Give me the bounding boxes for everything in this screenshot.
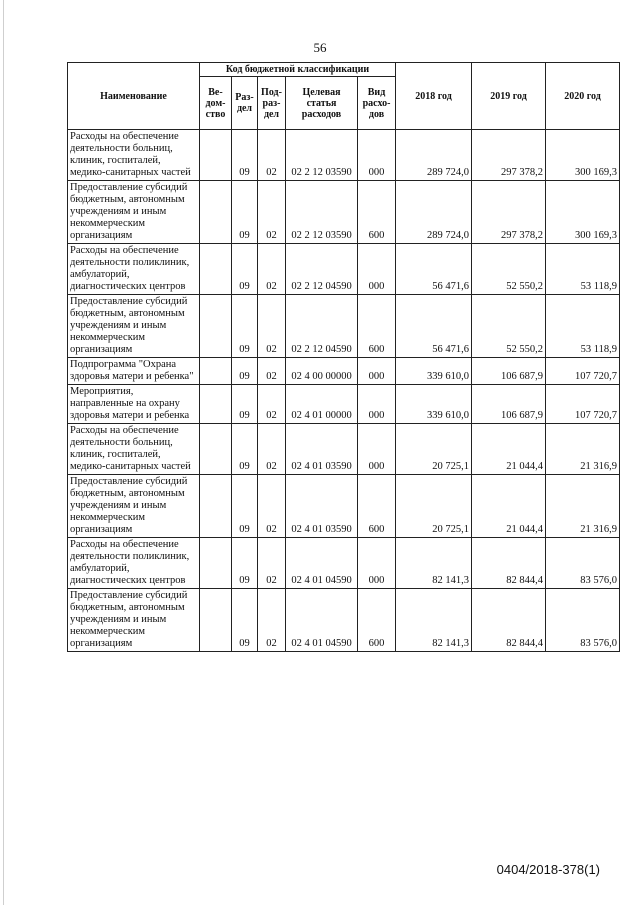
row-expense-type: 000	[358, 130, 396, 181]
row-name: Расходы на обеспечение деятельности поликлиник, амбулаторий, диагностических центров	[68, 244, 200, 295]
row-target-item: 02 4 01 00000	[286, 385, 358, 424]
table-row	[68, 589, 620, 652]
header-department: Ве- дом- ство	[200, 77, 232, 130]
row-amount-2019: 82 844,4	[472, 538, 546, 589]
row-target-item: 02 2 12 03590	[286, 181, 358, 244]
row-department	[200, 130, 232, 181]
row-name: Подпрограмма "Охрана здоровья матери и ребенка"	[68, 358, 200, 385]
row-department	[200, 295, 232, 358]
row-amount-2020: 300 169,3	[546, 130, 620, 181]
row-amount-2018: 20 725,1	[396, 424, 472, 475]
row-amount-2019: 21 044,4	[472, 424, 546, 475]
row-department	[200, 475, 232, 538]
row-section: 09	[232, 295, 258, 358]
row-department	[200, 244, 232, 295]
row-amount-2018: 339 610,0	[396, 358, 472, 385]
row-expense-type: 000	[358, 538, 396, 589]
row-amount-2019: 82 844,4	[472, 589, 546, 652]
row-section: 09	[232, 244, 258, 295]
row-target-item: 02 4 00 00000	[286, 358, 358, 385]
row-amount-2018: 56 471,6	[396, 244, 472, 295]
row-name: Расходы на обеспечение деятельности поликлиник, амбулаторий, диагностических центров	[68, 538, 200, 589]
row-department	[200, 385, 232, 424]
table-row	[68, 385, 620, 424]
row-expense-type: 600	[358, 181, 396, 244]
row-target-item: 02 2 12 03590	[286, 130, 358, 181]
row-name: Расходы на обеспечение деятельности больниц, клиник, госпиталей, медико-санитарных частей	[68, 130, 200, 181]
budget-table	[67, 62, 620, 652]
row-name: Предоставление субсидий бюджетным, автономным учреждениям и иным некоммерческим организациям	[68, 589, 200, 652]
row-amount-2020: 83 576,0	[546, 538, 620, 589]
row-name: Предоставление субсидий бюджетным, автономным учреждениям и иным некоммерческим организациям	[68, 475, 200, 538]
row-expense-type: 000	[358, 244, 396, 295]
row-subsection: 02	[258, 538, 286, 589]
row-amount-2020: 107 720,7	[546, 358, 620, 385]
table-body	[68, 130, 620, 652]
row-expense-type: 000	[358, 358, 396, 385]
header-year-2018: 2018 год	[396, 63, 472, 130]
page-edge-line	[3, 0, 4, 905]
row-amount-2019: 106 687,9	[472, 385, 546, 424]
row-expense-type: 600	[358, 589, 396, 652]
row-amount-2019: 106 687,9	[472, 358, 546, 385]
row-section: 09	[232, 130, 258, 181]
row-section: 09	[232, 181, 258, 244]
row-target-item: 02 4 01 04590	[286, 538, 358, 589]
row-amount-2019: 297 378,2	[472, 181, 546, 244]
header-year-2019: 2019 год	[472, 63, 546, 130]
row-name: Расходы на обеспечение деятельности больниц, клиник, госпиталей, медико-санитарных частей	[68, 424, 200, 475]
row-amount-2020: 53 118,9	[546, 295, 620, 358]
table-row	[68, 295, 620, 358]
row-target-item: 02 2 12 04590	[286, 295, 358, 358]
row-target-item: 02 4 01 03590	[286, 475, 358, 538]
row-subsection: 02	[258, 358, 286, 385]
row-amount-2020: 83 576,0	[546, 589, 620, 652]
row-amount-2019: 21 044,4	[472, 475, 546, 538]
row-subsection: 02	[258, 385, 286, 424]
table-row	[68, 244, 620, 295]
row-department	[200, 538, 232, 589]
table-row	[68, 130, 620, 181]
row-amount-2020: 21 316,9	[546, 475, 620, 538]
row-section: 09	[232, 475, 258, 538]
row-amount-2020: 21 316,9	[546, 424, 620, 475]
header-target-item: Целевая статья расходов	[286, 77, 358, 130]
row-expense-type: 600	[358, 475, 396, 538]
row-expense-type: 600	[358, 295, 396, 358]
row-section: 09	[232, 385, 258, 424]
row-section: 09	[232, 589, 258, 652]
row-subsection: 02	[258, 589, 286, 652]
row-amount-2018: 339 610,0	[396, 385, 472, 424]
row-expense-type: 000	[358, 424, 396, 475]
row-target-item: 02 4 01 04590	[286, 589, 358, 652]
row-section: 09	[232, 538, 258, 589]
row-amount-2018: 82 141,3	[396, 589, 472, 652]
header-subsection: Под- раз- дел	[258, 77, 286, 130]
row-section: 09	[232, 424, 258, 475]
header-code-group: Код бюджетной классификации	[200, 63, 396, 77]
row-department	[200, 181, 232, 244]
row-name: Мероприятия, направленные на охрану здоровья матери и ребенка	[68, 385, 200, 424]
row-amount-2018: 82 141,3	[396, 538, 472, 589]
row-department	[200, 589, 232, 652]
header-year-2020: 2020 год	[546, 63, 620, 130]
row-amount-2020: 300 169,3	[546, 181, 620, 244]
row-amount-2018: 56 471,6	[396, 295, 472, 358]
table-row	[68, 424, 620, 475]
row-amount-2018: 289 724,0	[396, 130, 472, 181]
row-department	[200, 424, 232, 475]
row-name: Предоставление субсидий бюджетным, автономным учреждениям и иным некоммерческим организациям	[68, 295, 200, 358]
row-subsection: 02	[258, 130, 286, 181]
row-target-item: 02 2 12 04590	[286, 244, 358, 295]
row-amount-2019: 52 550,2	[472, 244, 546, 295]
table-row	[68, 181, 620, 244]
row-target-item: 02 4 01 03590	[286, 424, 358, 475]
row-amount-2018: 20 725,1	[396, 475, 472, 538]
row-subsection: 02	[258, 475, 286, 538]
row-expense-type: 000	[358, 385, 396, 424]
document-code: 0404/2018-378(1)	[496, 862, 600, 877]
row-amount-2018: 289 724,0	[396, 181, 472, 244]
row-amount-2020: 53 118,9	[546, 244, 620, 295]
row-section: 09	[232, 358, 258, 385]
table-row	[68, 538, 620, 589]
header-name: Наименование	[68, 63, 200, 130]
row-department	[200, 358, 232, 385]
page-number: 56	[313, 40, 327, 55]
header-expense-type: Вид расхо- дов	[358, 77, 396, 130]
row-subsection: 02	[258, 244, 286, 295]
row-amount-2019: 52 550,2	[472, 295, 546, 358]
row-subsection: 02	[258, 295, 286, 358]
row-subsection: 02	[258, 181, 286, 244]
table-row	[68, 475, 620, 538]
header-section: Раз- дел	[232, 77, 258, 130]
row-subsection: 02	[258, 424, 286, 475]
table-row	[68, 358, 620, 385]
row-name: Предоставление субсидий бюджетным, автономным учреждениям и иным некоммерческим организациям	[68, 181, 200, 244]
row-amount-2020: 107 720,7	[546, 385, 620, 424]
row-amount-2019: 297 378,2	[472, 130, 546, 181]
